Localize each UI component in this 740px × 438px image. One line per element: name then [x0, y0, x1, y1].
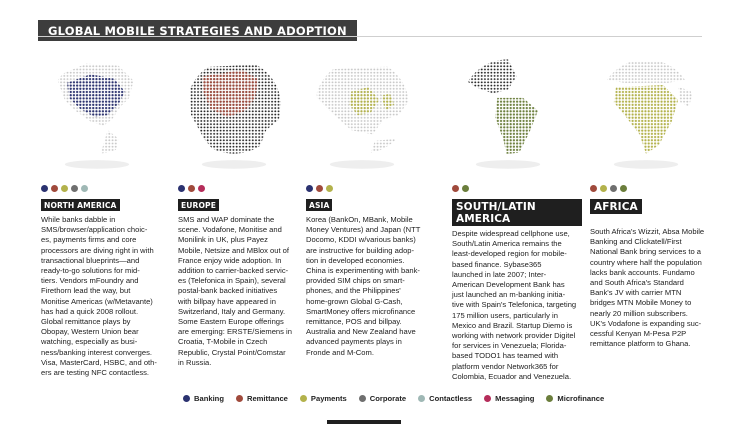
region-description: Despite widespread cellphone use, South/Latin America remains the least-developed region for mobile- based finance. Sybase365 launched in late 2007; Inter- American Development Bank has just launched an m-banking initia- tive with Spain's Telefonica, targeting 175 million users, particularly in Mexico and Brazil. Startup Diemo is working with network provider Digitel for services in Venezuela; Florida- based TODO1 has teamed with platform vendor Network365 for Colombia, Ecuador and Venezuela. [452, 229, 577, 381]
region-label: ASIA [306, 199, 332, 211]
region-card-south-latin-america [452, 55, 582, 382]
legend-label: Contactless [429, 394, 473, 403]
region-description: South Africa's Wizzit, Absa Mobile Banking and Clickatell/First National Bank bring services to a country where half the population lacks bank accounts. Fundamo and South Africa's Standard Bank's JV with carrier MTN bridges MTN Mobile Money to nearly 20 million subscribers. UK's Vodafone is expanding suc- cessful Kenyan M-Pesa P2P remittance platform to Ghana. [590, 227, 705, 349]
region-card-africa [590, 55, 710, 349]
category-dot-contactless [81, 185, 88, 192]
category-dot-banking [41, 185, 48, 192]
region-card-asia [306, 55, 432, 358]
category-dot-payments [326, 185, 333, 192]
legend-dot-microfinance [546, 395, 553, 402]
category-dot-payments [600, 185, 607, 192]
legend-item-messaging [484, 394, 534, 403]
legend-dot-payments [300, 395, 307, 402]
region-description: SMS and WAP dominate the scene. Vodafone, Monitise and Monilink in UK, plus Payez Mobile, Netsize and MBlox out of France enjoy wide adoption. In addition to carrier-backed servic- es (Telefonica in Spain), several postal-bank backed initiatives with billpay have appeared in Switzerland, Italy and Germany. Some Eastern Europe offerings are emerging: ERSTE/Siemens in Croatia, T-Mobile in Czech Republic, Crystal Point/Comstar in Russia. [178, 215, 292, 367]
legend-label: Remittance [246, 394, 288, 403]
globe-asia-icon [308, 55, 416, 173]
title-divider [38, 36, 702, 37]
category-dots [41, 185, 167, 192]
category-dot-microfinance [620, 185, 627, 192]
category-dot-banking [178, 185, 185, 192]
category-dots [590, 185, 710, 192]
legend-dot-contactless [418, 395, 425, 402]
category-dot-payments [61, 185, 68, 192]
legend-dot-remittance [236, 395, 243, 402]
legend-label: Banking [194, 394, 224, 403]
category-dot-remittance [452, 185, 459, 192]
footer-bar [327, 420, 401, 424]
legend-dot-messaging [484, 395, 491, 402]
region-label: SOUTH/LATIN AMERICA [452, 199, 582, 226]
globe-south-america-icon [454, 55, 562, 173]
category-dot-messaging [198, 185, 205, 192]
globe-europe-icon [180, 55, 288, 173]
legend-dot-corporate [359, 395, 366, 402]
category-dots [306, 185, 432, 192]
globe-north-america-icon [43, 55, 151, 173]
category-dot-remittance [188, 185, 195, 192]
legend-item-microfinance [546, 394, 604, 403]
legend-item-contactless [418, 394, 472, 403]
category-legend [183, 394, 604, 403]
legend-label: Corporate [369, 394, 407, 403]
category-dot-remittance [316, 185, 323, 192]
category-dots [452, 185, 582, 192]
legend-dot-banking [183, 395, 190, 402]
legend-item-remittance [236, 394, 288, 403]
category-dot-remittance [590, 185, 597, 192]
category-dot-remittance [51, 185, 58, 192]
region-description: Korea (BankOn, MBank, Mobile Money Ventures) and Japan (NTT Docomo, KDDI w/various banks) are instructive for building adop- tion in developed economies. China is experimenting with bank- provided SIM chips on smart- phones, and the Philippines' home-grown Global G-Cash, SmartMoney offers microfinance remittance, POS and billpay. Australia and New Zealand have advanced payments plays in Fronde and M-Com. [306, 215, 421, 357]
category-dot-corporate [71, 185, 78, 192]
category-dots [178, 185, 304, 192]
region-card-north-america [41, 55, 167, 378]
legend-item-banking [183, 394, 224, 403]
legend-label: Messaging [495, 394, 535, 403]
globe-africa-icon [592, 55, 700, 173]
region-description: While banks dabble in SMS/browser/application choic- es, payments firms and core processors are diving right in with transactional blueprints—and ready-to-go solutions for mid- tiers. Vendors mFoundry and Firethorn lead the way, but Monitise Americas (w/Metavante) has had a quick 2008 rollout. Global remittance plays by Obopay, Western Union bear watching, especially as busi- ness/banking interest converges. Visa, MasterCard, HSBC, and oth- ers are testing NFC contactless. [41, 215, 157, 378]
category-dot-microfinance [462, 185, 469, 192]
legend-label: Microfinance [557, 394, 605, 403]
legend-label: Payments [310, 394, 347, 403]
page-title: GLOBAL MOBILE STRATEGIES AND ADOPTION [38, 20, 357, 41]
category-dot-banking [306, 185, 313, 192]
region-label: EUROPE [178, 199, 219, 211]
legend-item-corporate [359, 394, 406, 403]
region-card-europe [178, 55, 304, 368]
legend-item-payments [300, 394, 347, 403]
category-dot-corporate [610, 185, 617, 192]
region-label: AFRICA [590, 199, 642, 214]
region-label: NORTH AMERICA [41, 199, 120, 211]
